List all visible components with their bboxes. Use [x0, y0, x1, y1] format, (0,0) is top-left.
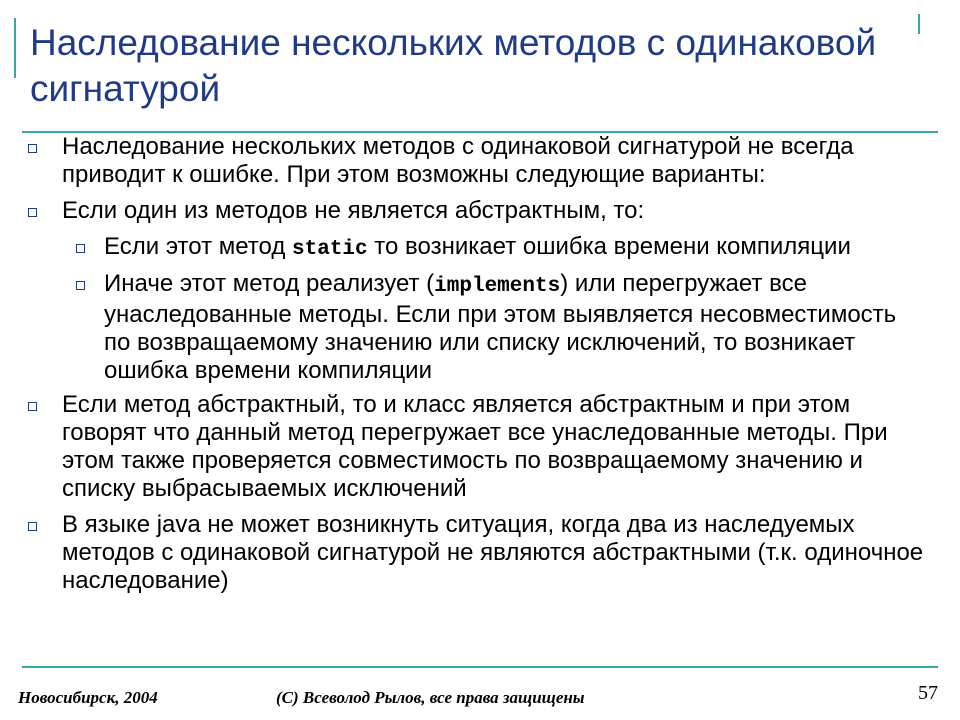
bullet-text: Если один из методов не является абстрактным, то:: [62, 197, 645, 224]
bullet-item: [26, 511, 926, 595]
bullet-text: Если метод абстрактный, то и класс является абстрактным и при этом говорят что данный метод перегружает все унаследованные методы. При этом также проверяется совместимость по возвращаемому значению и списку выбрасываемых исключений: [62, 391, 888, 502]
bullet-text: В языке java не может возникнуть ситуация, когда два из наследуемых методов с одинаковой сигнатурой не являются абстрактными (т.к. одиночное наследование): [62, 511, 924, 594]
bullet-text: Если этот метод: [104, 233, 293, 260]
hollow-square-bullet-icon: [28, 208, 37, 217]
code-keyword: static: [292, 238, 368, 261]
hollow-square-bullet-icon: [28, 402, 37, 411]
title-left-rule: [14, 18, 16, 78]
slide-title: Наследование нескольких методов с одинаковой сигнатурой: [30, 22, 877, 109]
sub-bullet-item: [26, 270, 926, 385]
hollow-square-bullet-icon: [28, 522, 37, 531]
bullet-item: [26, 391, 926, 503]
footer-divider: [22, 666, 938, 668]
bullet-text: Иначе этот метод реализует (: [104, 270, 435, 297]
footer-location-year: Новосибирск, 2004: [18, 688, 158, 707]
hollow-square-bullet-icon: [76, 281, 85, 290]
bullet-text: то возникает ошибка времени компиляции: [367, 233, 851, 260]
bullet-text: ) или перегружает все унаследованные методы. Если при этом выявляется несовместимость по возвращаемому значению или списку исключений, то возникает ошибка времени компиляции: [104, 270, 897, 384]
hollow-square-bullet-icon: [76, 244, 85, 253]
sub-bullet-item: [26, 233, 926, 264]
page-number: 57: [918, 682, 938, 704]
bullet-item: [26, 133, 926, 189]
footer-copyright: (С) Всеволод Рылов, все права защищены: [276, 688, 585, 707]
bullet-text: Наследование нескольких методов с одинаковой сигнатурой не всегда приводит к ошибке. При этом возможны следующие варианты:: [62, 133, 854, 188]
bullet-item: [26, 197, 926, 225]
hollow-square-bullet-icon: [28, 144, 37, 153]
code-keyword: implements: [434, 275, 561, 298]
bullet-list: [26, 133, 926, 603]
